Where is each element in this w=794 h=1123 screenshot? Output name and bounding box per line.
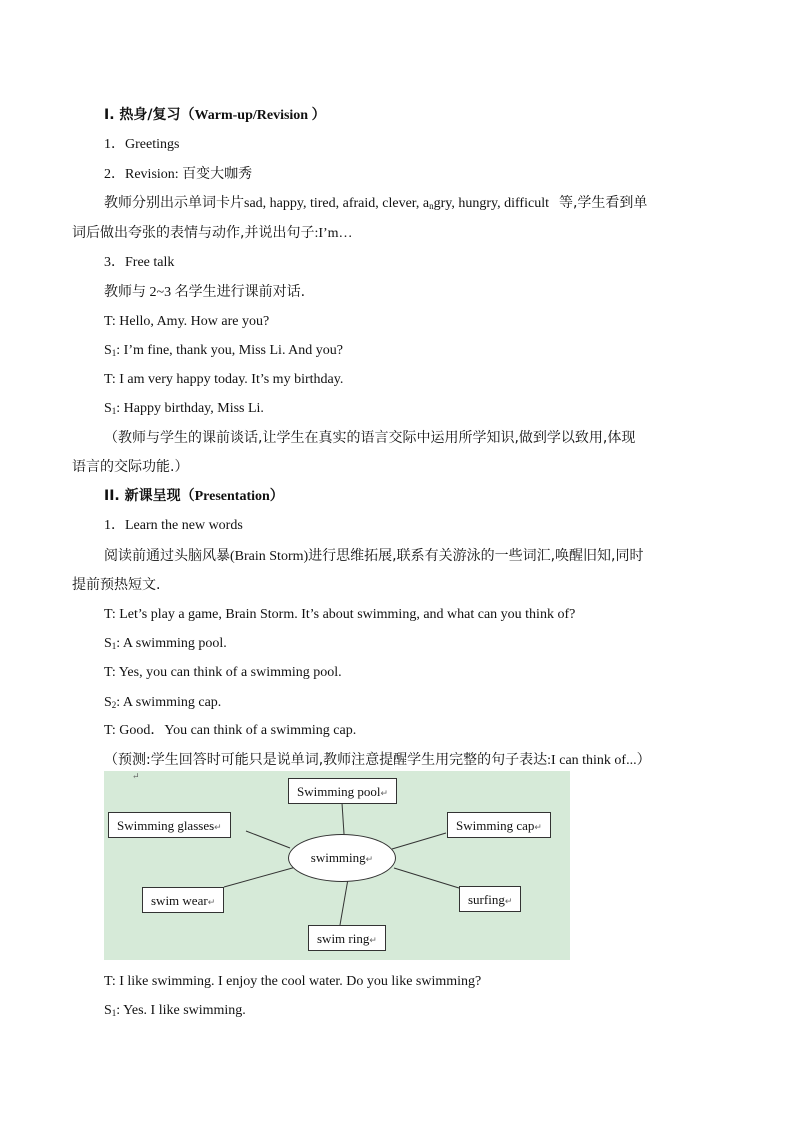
dialogue-line: $S_1$: Yes. I like swimming. xyxy=(104,1003,246,1018)
teacher-note-line2: 语言的交际功能.） xyxy=(72,459,189,475)
brainstorm-paragraph-line2: 提前预热短文. xyxy=(72,577,161,593)
dialogue-line: $S_1$: A swimming pool. xyxy=(104,636,227,651)
dialogue-line: $S_2$: A swimming cap. xyxy=(104,695,222,710)
connector-wear xyxy=(224,867,296,887)
teacher-note-line1: （教师与学生的课前谈话,让学生在真实的语言交际中运用所学知识,做到学以致用,体现 xyxy=(104,430,636,446)
section2-heading: II. 新课呈现（Presentation） xyxy=(104,488,284,504)
mindmap-node-glasses: Swimming glasses↵ xyxy=(108,812,231,838)
brainstorm-paragraph-line1: 阅读前通过头脑风暴(Brain Storm)进行思维拓展,联系有关游泳的一些词汇,唤醒旧知,同时 xyxy=(104,548,644,564)
prediction-note: （预测:学生回答时可能只是说单词,教师注意提醒学生用完整的句子表达:I can think of...） xyxy=(104,752,651,768)
paragraph-mark: ↵ xyxy=(132,771,140,781)
free-talk-item: 3．Free talk xyxy=(104,255,175,270)
mindmap-node-pool: Swimming pool↵ xyxy=(288,778,397,804)
mindmap-node-wear: swim wear↵ xyxy=(142,887,224,913)
greetings-item: 1．Greetings xyxy=(104,137,180,152)
learn-words-item: 1．Learn the new words xyxy=(104,518,243,533)
dialogue-line: T: Yes, you can think of a swimming pool. xyxy=(104,665,342,680)
revision-item: 2．Revision: 百变大咖秀 xyxy=(104,166,253,182)
free-talk-paragraph: 教师与 2~3 名学生进行课前对话. xyxy=(104,284,306,300)
connector-glasses xyxy=(246,831,290,848)
dialogue-line: $S_1$: I’m fine, thank you, Miss Li. And you? xyxy=(104,343,343,358)
mindmap-node-surfing: surfing↵ xyxy=(459,886,521,912)
revision-paragraph-line2: 词后做出夸张的表情与动作,并说出句子:I’m… xyxy=(72,225,353,241)
connector-surfing xyxy=(394,868,459,888)
mindmap-center-node: swimming↵ xyxy=(288,834,396,882)
dialogue-line: T: Let’s play a game, Brain Storm. It’s about swimming, and what can you think of? xyxy=(104,607,576,622)
connector-cap xyxy=(392,833,446,849)
dialogue-line: T: I am very happy today. It’s my birthday. xyxy=(104,372,344,387)
mindmap-node-ring: swim ring↵ xyxy=(308,925,386,951)
dialogue-line: T: Good．You can think of a swimming cap. xyxy=(104,723,357,738)
revision-paragraph-line1: 教师分别出示单词卡片sad, happy, tired, afraid, clever, $a_ngry$, hungry, difficult 等,学生看到单 xyxy=(104,195,648,211)
dialogue-line: $S_1$: Happy birthday, Miss Li. xyxy=(104,401,264,416)
section1-heading: I. 热身/复习（Warm-up/Revision ） xyxy=(104,107,326,123)
brainstorm-mindmap xyxy=(104,771,570,960)
connector-ring xyxy=(340,879,348,925)
dialogue-line: T: Hello, Amy. How are you? xyxy=(104,314,270,329)
connector-pool xyxy=(342,803,344,834)
dialogue-line: T: I like swimming. I enjoy the cool water. Do you like swimming? xyxy=(104,974,482,989)
mindmap-node-cap: Swimming cap↵ xyxy=(447,812,551,838)
